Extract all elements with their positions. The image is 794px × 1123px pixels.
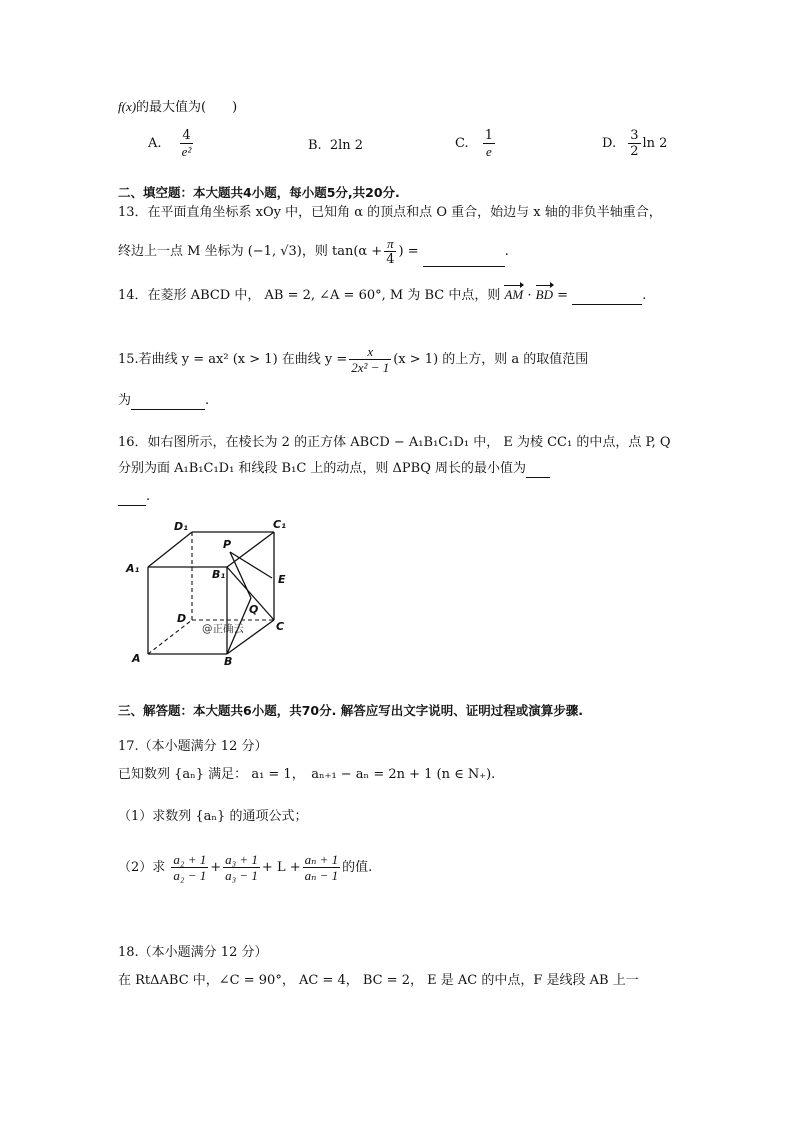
- q17-given: 已知数列 {aₙ} 满足： a₁ = 1， aₙ₊₁ − aₙ = 2n + 1 (n ∈ N₊).: [118, 767, 496, 782]
- q15-fraction: [349, 344, 391, 375]
- q12-stem-text: 的最大值为( ): [136, 100, 238, 115]
- q15-pre: 15.若曲线 y = ax² (x > 1) 在曲线 y =: [118, 352, 348, 367]
- q13-line2-pre: 终边上一点 M 坐标为 (−1, √3)，则 tan(α +: [118, 244, 383, 259]
- q17-frac-1: [171, 852, 208, 883]
- q17-frac-3: [303, 852, 341, 883]
- option-c-num: 1: [484, 128, 494, 143]
- q15-frac-den: 2x² − 1: [351, 360, 390, 375]
- q16-line1: 16．如右图所示，在棱长为 2 的正方体 ABCD − A₁B₁C₁D₁ 中， E 为棱 CC₁ 的中点，点 P, Q: [118, 435, 671, 450]
- label-c1: C₁: [273, 518, 286, 531]
- q12-option-a: [148, 128, 195, 159]
- option-a-fraction: [180, 128, 194, 159]
- q13-answer-blank[interactable]: [423, 254, 505, 267]
- q16-line2-text: 分别为面 A₁B₁C₁D₁ 和线段 B₁C 上的动点，则 ΔPBQ 周长的最小值为: [118, 461, 527, 476]
- label-c: C: [276, 620, 285, 633]
- q17-title: 17.（本小题满分 12 分）: [118, 739, 268, 754]
- q14-vector-bd: BD: [535, 287, 554, 302]
- q13-frac-num: π: [384, 236, 396, 252]
- option-a-den: e²: [181, 144, 192, 159]
- option-d-fraction: [628, 128, 640, 159]
- label-e: E: [278, 573, 286, 586]
- q13-line1: 13．在平面直角坐标系 xOy 中，已知角 α 的顶点和点 O 重合，始边与 x 轴的非负半轴重合，: [118, 205, 662, 220]
- q17-f2-num: a₃ + 1: [225, 852, 258, 867]
- q16-answer-blank-b[interactable]: [118, 493, 146, 506]
- q17-f1-num: a₂ + 1: [173, 852, 207, 867]
- option-a-label: A.: [148, 136, 162, 151]
- q14-vector-am: AM: [504, 287, 524, 302]
- option-c-label: C.: [455, 136, 469, 151]
- q15-line2-text: 为: [118, 393, 132, 408]
- q17-f3-num: aₙ + 1: [304, 852, 339, 867]
- option-d-den: 2: [630, 144, 639, 159]
- q12-option-c: [455, 128, 497, 159]
- label-p: P: [223, 538, 232, 551]
- section3-heading: 三、解答题：本大题共6小题，共70分. 解答应写出文字说明、证明过程或演算步骤.: [118, 703, 583, 718]
- option-d-tail: ln 2: [642, 136, 668, 151]
- option-d-label: D.: [602, 136, 617, 151]
- q13-frac-den: 4: [386, 252, 395, 267]
- q16-line2: [118, 460, 550, 478]
- q12-fx: f(x): [118, 99, 137, 114]
- label-b: B: [224, 655, 233, 668]
- option-d-num: 3: [630, 128, 639, 143]
- q17-part2: [118, 852, 372, 883]
- label-d: D: [177, 612, 187, 625]
- watermark: @正确云: [202, 623, 244, 635]
- q17-plus: +: [210, 860, 222, 875]
- q15-line2: 为 .: [118, 393, 210, 408]
- label-a: A: [132, 652, 141, 665]
- q16-answer-blank-a[interactable]: [526, 465, 550, 478]
- q17-part2-post: 的值.: [342, 860, 373, 875]
- option-c-fraction: [483, 128, 495, 159]
- label-a1: A₁: [126, 562, 140, 575]
- q12-option-d: [602, 128, 667, 159]
- q17-part2-pre: （2）求: [118, 860, 166, 875]
- option-b-label: B.: [308, 138, 322, 153]
- q14-eq: =: [557, 288, 569, 303]
- q13-line2-post: ) =: [398, 244, 419, 259]
- q17-f1-den: a₂ − 1: [173, 868, 207, 883]
- q15-post: (x > 1) 的上方，则 a 的取值范围: [393, 352, 589, 367]
- q17-ellipsis: + L +: [261, 860, 301, 875]
- q12-stem: [118, 98, 237, 117]
- q15-line1: [118, 344, 588, 375]
- label-b1: B₁: [212, 568, 226, 581]
- option-a-num: 4: [180, 128, 194, 144]
- q14-answer-blank[interactable]: [572, 292, 642, 305]
- q14-pre: 14．在菱形 ABCD 中， AB = 2, ∠A = 60°, M 为 BC 中点，则: [118, 288, 501, 303]
- option-c-den: e: [486, 144, 492, 159]
- q13-fraction: [384, 236, 396, 267]
- q16-line3: .: [118, 488, 150, 506]
- q14-line: 14．在菱形 ABCD 中， AB = 2, ∠A = 60°, M 为 BC 中点，则 AM · BD = .: [118, 287, 647, 303]
- q18-title: 18.（本小题满分 12 分）: [118, 945, 268, 960]
- option-b-text: 2ln 2: [329, 138, 364, 153]
- q14-dot: ·: [527, 288, 532, 303]
- label-q: Q: [249, 603, 259, 616]
- q15-answer-blank[interactable]: [131, 397, 205, 410]
- cube-figure: [118, 512, 308, 672]
- q17-frac-2: [223, 852, 260, 883]
- section2-heading: 二、填空题：本大题共4小题，每小题5分,共20分.: [118, 185, 400, 200]
- q17-f3-den: aₙ − 1: [304, 868, 339, 883]
- q13-line2: 终边上一点 M 坐标为 (−1, √3)，则 tan(α + $\frac{\pi}{4}$ ) = .: [118, 236, 509, 267]
- label-d1: D₁: [174, 520, 188, 533]
- q18-line1: 在 RtΔABC 中，∠C = 90°， AC = 4， BC = 2， E 是 AC 的中点，F 是线段 AB 上一: [118, 973, 639, 988]
- q17-part1: （1）求数列 {aₙ} 的通项公式；: [118, 809, 308, 824]
- q17-f2-den: a₃ − 1: [225, 868, 258, 883]
- q15-frac-num: x: [349, 344, 391, 360]
- q12-option-b: [308, 138, 363, 153]
